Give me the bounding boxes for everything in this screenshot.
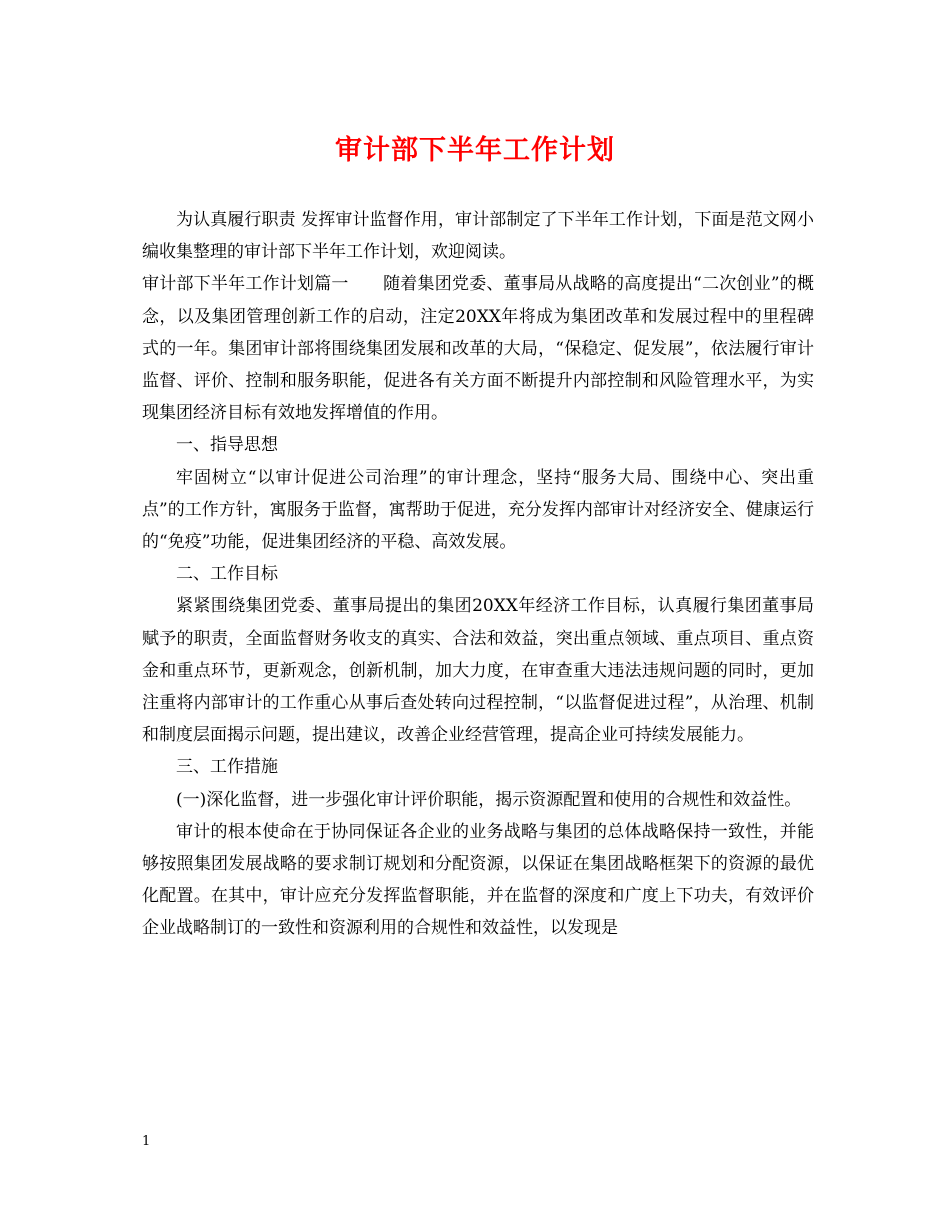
heading-guiding-thought: 一、指导思想 (176, 435, 278, 456)
document-body (142, 204, 814, 945)
paragraph-plan-one: 审计部下半年工作计划篇一 随着集团党委、董事局从战略的高度提出“二次创业”的概念，以及集团管理创新工作的启动，注定20XX年将成为集团改革和发展过程中的里程碑式的一年。集团审计部将围绕集团发展和改革的大局，“保稳定、促发展”，依法履行审计监督、评价、控制和服务职能，促进各有关方面不断提升内部控制和风险管理水平，为实现集团经济目标有效地发挥增值的作用。 (142, 274, 814, 424)
paragraph-measure-one: (一)深化监督，进一步强化审计评价职能，揭示资源配置和使用的合规性和效益性。 (176, 789, 802, 810)
heading-work-measures: 三、工作措施 (176, 757, 278, 778)
paragraph-guiding-thought: 牢固树立“以审计促进公司治理”的审计理念，坚持“服务大局、围绕中心、突出重点”的工作方针，寓服务于监督，寓帮助于促进，充分发挥内部审计对经济安全、健康运行的“免疫”功能，促进集团经济的平稳、高效发展。 (142, 467, 814, 553)
paragraph-intro: 为认真履行职责 发挥审计监督作用，审计部制定了下半年工作计划，下面是范文网小编收集整理的审计部下半年工作计划，欢迎阅读。 (142, 210, 814, 263)
paragraph-work-goals: 紧紧围绕集团党委、董事局提出的集团20XX年经济工作目标，认真履行集团董事局赋予的职责，全面监督财务收支的真实、合法和效益，突出重点领域、重点项目、重点资金和重点环节，更新观念，创新机制，加大力度，在审查重大违法违规问题的同时，更加注重将内部审计的工作重心从事后查处转向过程控制，“以监督促进过程”，从治理、机制和制度层面揭示问题，提出建议，改善企业经营管理，提高企业可持续发展能力。 (142, 596, 814, 746)
page-number: 1 (142, 1134, 151, 1149)
document-title: 审计部下半年工作计划 (335, 135, 615, 166)
heading-work-goals: 二、工作目标 (176, 564, 278, 585)
paragraph-audit-mission: 审计的根本使命在于协同保证各企业的业务战略与集团的总体战略保持一致性，并能够按照集团发展战略的要求制订规划和分配资源，以保证在集团战略框架下的资源的最优化配置。在其中，审计应充分发挥监督职能，并在监督的深度和广度上下功夫，有效评价企业战略制订的一致性和资源利用的合规性和效益性，以发现是 (142, 821, 814, 939)
